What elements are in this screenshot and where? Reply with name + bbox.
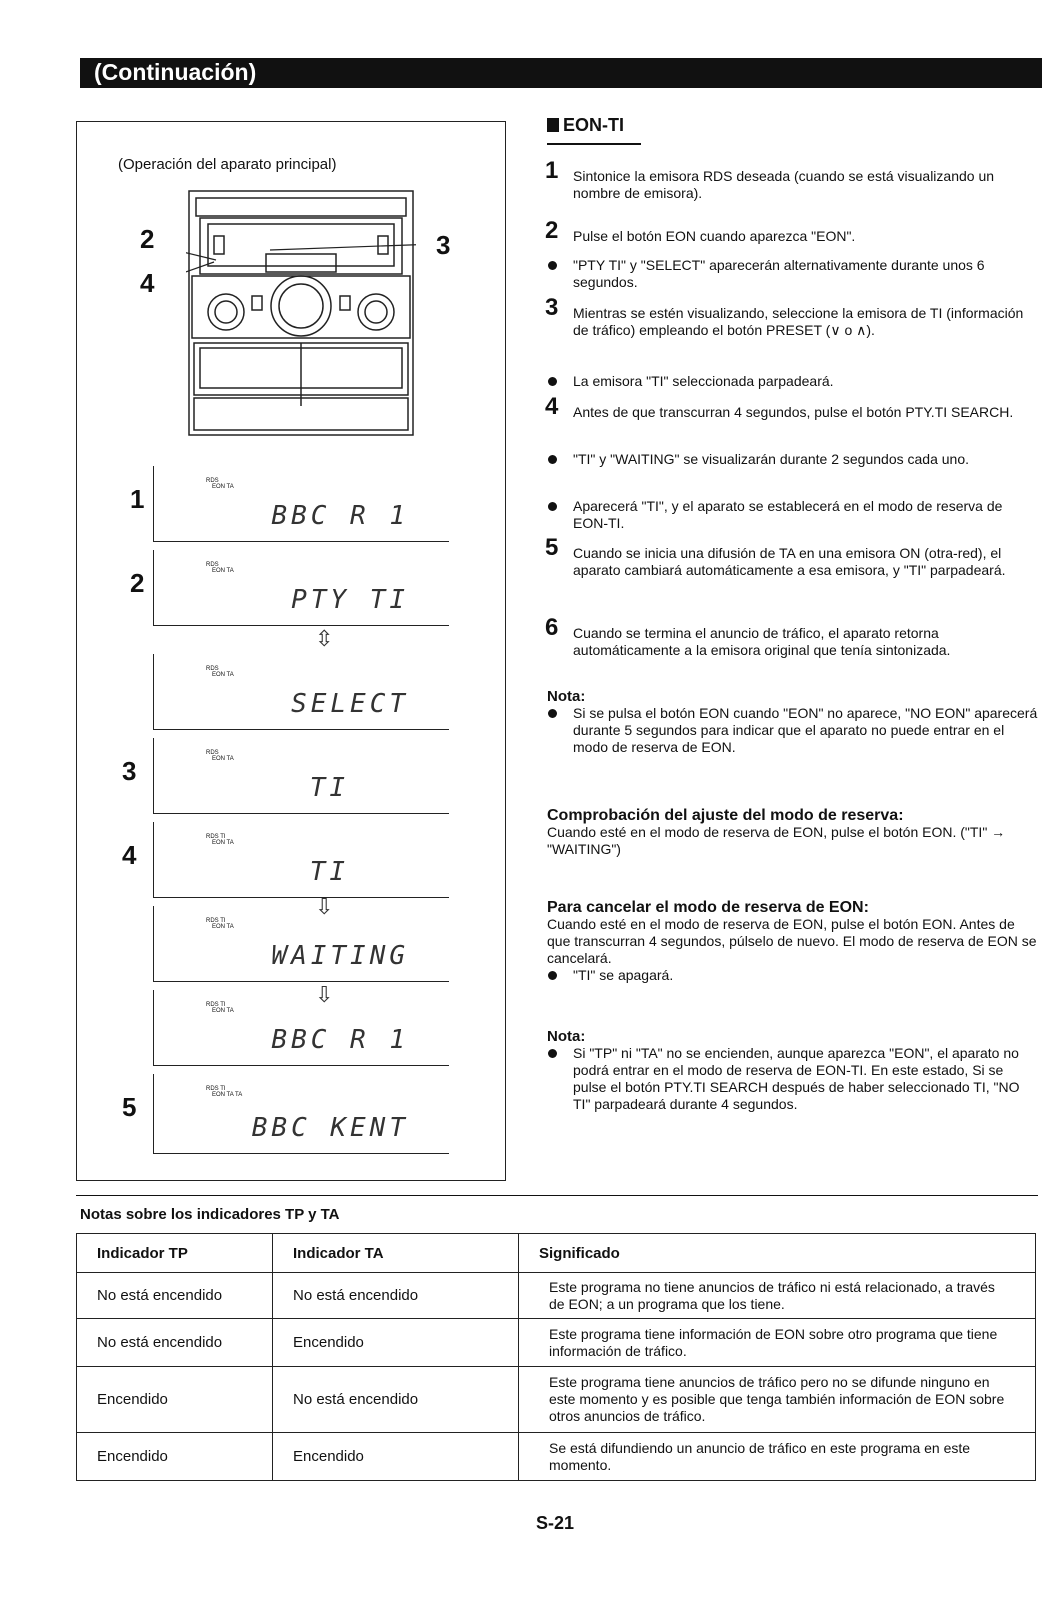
display-panel xyxy=(153,550,449,626)
display-step-4: 4 xyxy=(122,840,137,870)
display-panel xyxy=(153,1074,449,1154)
table-row: No está encendido No está encendido Este programa no tiene anuncios de tráfico ni está relacionado, a través de EON; a un programa que los tiene. xyxy=(77,1273,1036,1319)
page-number: S-21 xyxy=(536,1513,575,1533)
down-arrow-icon: ⇩ xyxy=(315,894,334,919)
cancel-section: Para cancelar el modo de reserva de EON: Cuando esté en el modo de reserva de EON, pulse el botón EON. Antes de que transcurran 4 segundos, púlselo de nuevo. El modo de reserva de EON se cancelará. "TI" se apagará. xyxy=(547,899,1039,984)
step-2-bullet: "PTY TI" y "SELECT" aparecerán alternativamente durante unos 6 segundos. xyxy=(547,257,1039,291)
table-header-row xyxy=(77,1234,1036,1273)
display-text-blinking: TI xyxy=(309,773,349,803)
step-3-bullet: La emisora "TI" seleccionada parpadeará. xyxy=(547,373,1039,390)
header-tp: Indicador TP xyxy=(77,1234,273,1273)
alternate-arrow-icon: ⇳ xyxy=(315,626,334,651)
note-1: Nota: Si se pulsa el botón EON cuando "EON" no aparece, "NO EON" aparecerá durante 5 segundos para indicar que el aparato no puede entrar en el modo de reserva de EON. xyxy=(547,688,1038,755)
display-panel xyxy=(153,906,449,982)
eon-ti-heading: EON-TI xyxy=(547,115,624,136)
step-6: 6 Cuando se termina el anuncio de tráfico, el aparato retorna automáticamente a la emisora original que tenía sintonizada. xyxy=(545,614,951,658)
display-indicators: RDS TI EON TA xyxy=(206,1002,234,1014)
display-indicators: RDS EON TA xyxy=(206,562,234,574)
step-4: 4 Antes de que transcurran 4 segundos, pulse el botón PTY.TI SEARCH. xyxy=(545,393,1014,420)
display-text: TI xyxy=(309,857,349,887)
display-indicators: RDS TI EON TA TA xyxy=(206,1086,243,1098)
table-title: Notas sobre los indicadores TP y TA xyxy=(80,1206,340,1223)
down-arrow-icon: ⇩ xyxy=(315,982,334,1007)
stereo-unit-drawing xyxy=(186,188,416,438)
display-text: BBC R 1 xyxy=(271,501,409,531)
step-4-bullet-a: "TI" y "WAITING" se visualizarán durante 2 segundos cada uno. xyxy=(547,451,1039,468)
display-indicators: RDS EON TA xyxy=(206,478,234,490)
tp-ta-table xyxy=(76,1233,1036,1481)
display-step-1: 1 xyxy=(130,484,145,514)
display-text: SELECT xyxy=(291,689,409,719)
table-row: No está encendido Encendido Este programa tiene información de EON sobre otro programa que tiene información de tráfico. xyxy=(77,1319,1036,1367)
check-section: Comprobación del ajuste del modo de reserva: Cuando esté en el modo de reserva de EON, pulse el botón EON. ("TI" → "WAITING") xyxy=(547,807,1006,857)
step-5: 5 Cuando se inicia una difusión de TA en una emisora ON (otra-red), el aparato cambiará automáticamente a esa emisora, y "TI" parpadeará. xyxy=(545,534,1006,578)
section-header-title: (Continuación) xyxy=(94,59,257,85)
note-2: Nota: Si "TP" ni "TA" no se encienden, aunque aparezca "EON", el aparato no podrá entrar en el modo de reserva de EON-TI. En este estado, Si se pulse el botón PTY.TI SEARCH después de haber seleccionado TI, "NO TI" parpadeará durante 4 segundos. xyxy=(547,1028,1039,1113)
display-text: BBC R 1 xyxy=(271,1025,409,1055)
display-indicators: RDS TI EON TA xyxy=(206,918,234,930)
heading-underline xyxy=(547,143,641,145)
display-step-5: 5 xyxy=(122,1092,137,1122)
display-panel xyxy=(153,654,449,730)
display-panel xyxy=(153,990,449,1066)
header-significado: Significado xyxy=(519,1234,1036,1273)
operation-caption: (Operación del aparato principal) xyxy=(118,156,337,173)
step-1: 1 Sintonice la emisora RDS deseada (cuando se está visualizando un nombre de emisora). xyxy=(545,157,995,201)
display-indicators: RDS EON TA xyxy=(206,666,234,678)
step-4-bullet-b: Aparecerá "TI", y el aparato se establecerá en el modo de reserva de EON-TI. xyxy=(547,498,1039,532)
section-header-bar xyxy=(80,58,1042,88)
display-panel xyxy=(153,466,449,542)
table-row: Encendido Encendido Se está difundiendo un anuncio de tráfico en este programa en este momento. xyxy=(77,1433,1036,1481)
step-2: 2 Pulse el botón EON cuando aparezca "EON". xyxy=(545,217,856,244)
display-text: WAITING xyxy=(271,941,409,971)
table-row: Encendido No está encendido Este programa tiene anuncios de tráfico pero no se difunde ninguno en este momento y es posible que tenga también información de EON sobre otros anuncios de tráfico. xyxy=(77,1367,1036,1433)
callout-4: 4 xyxy=(140,268,155,298)
display-step-2: 2 xyxy=(130,568,145,598)
display-indicators: RDS EON TA xyxy=(206,750,234,762)
table-divider xyxy=(76,1195,1038,1196)
square-bullet-icon xyxy=(547,118,559,132)
display-step-3: 3 xyxy=(122,756,137,786)
step-3: 3 Mientras se estén visualizando, seleccione la emisora de TI (información de tráfico) empleando el botón PRESET (∨ o ∧). xyxy=(545,294,1024,338)
display-panel xyxy=(153,738,449,814)
callout-2: 2 xyxy=(140,224,155,254)
display-panel xyxy=(153,822,449,898)
header-ta: Indicador TA xyxy=(273,1234,519,1273)
display-indicators: RDS TI EON TA xyxy=(206,834,234,846)
callout-3: 3 xyxy=(436,230,451,260)
display-text: BBC KENT xyxy=(251,1113,409,1143)
display-text: PTY TI xyxy=(291,585,409,615)
